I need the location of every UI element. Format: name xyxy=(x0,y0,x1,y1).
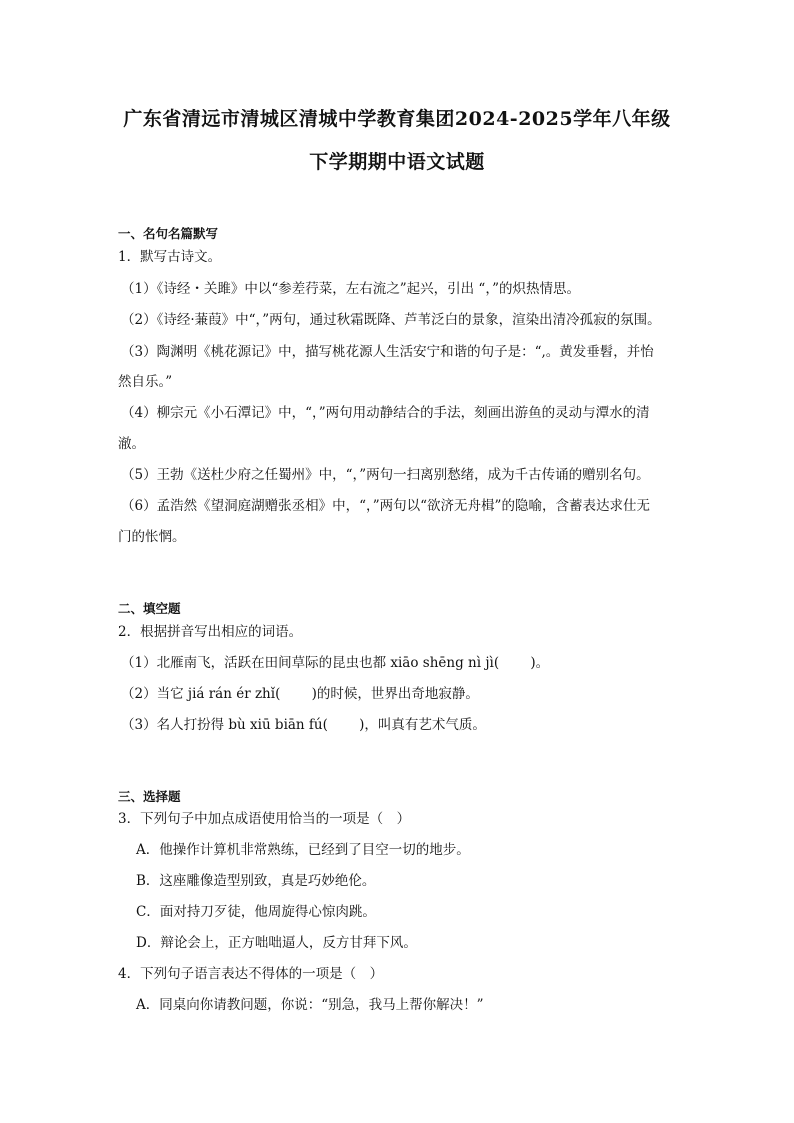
question-1-item-2: （2）《诗经·蒹葭》中“，”两句，通过秋霜既降、芦苇泛白的景象，渲染出清冷孤寂的氛围。 xyxy=(121,312,661,328)
question-3-option-d: D．辩论会上，正方咄咄逼人，反方甘拜下风。 xyxy=(136,935,417,951)
question-1-stem: 1．默写古诗文。 xyxy=(118,249,222,265)
question-4-option-a: A．同桌向你请教问题，你说：“别急，我马上帮你解决！” xyxy=(136,997,484,1013)
question-3-option-b: B．这座雕像造型别致，真是巧妙绝伦。 xyxy=(136,873,376,889)
question-2-item-1: （1）北雁南飞，活跃在田间草际的昆虫也都 xiāo shēng nì jì( )。 xyxy=(121,655,550,671)
question-2-item-2: （2）当它 jiá rán ér zhǐ( )的时候，世界出奇地寂静。 xyxy=(121,686,479,702)
question-2-stem: 2．根据拼音写出相应的词语。 xyxy=(118,624,303,640)
question-1-item-3: （3）陶渊明《桃花源记》中，描写桃花源人生活安宁和谐的句子是：“,。黄发垂髫，并怡 xyxy=(121,344,654,360)
question-1-item-4-cont: 澈。 xyxy=(118,436,145,452)
question-3-option-a: A．他操作计算机非常熟练，已经到了目空一切的地步。 xyxy=(136,842,470,858)
question-3-option-c: C．面对持刀歹徒，他周旋得心惊肉跳。 xyxy=(136,904,376,920)
section-heading-1: 一、名句名篇默写 xyxy=(118,226,219,241)
question-1-item-6-cont: 门的怅惘。 xyxy=(118,529,186,545)
question-1-item-5: （5）王勃《送杜少府之任蜀州》中，“，”两句一扫离别愁绪，成为千古传诵的赠别名句。 xyxy=(121,467,650,483)
section-heading-2: 二、填空题 xyxy=(118,601,181,616)
question-3-stem: 3．下列句子中加点成语使用恰当的一项是（ ） xyxy=(118,811,411,827)
question-1-item-1: （1）《诗经・关雎》中以“参差荇菜，左右流之”起兴，引出 “，”的炽热情思。 xyxy=(121,281,580,297)
question-1-item-4: （4）柳宗元《小石潭记》中，“，”两句用动静结合的手法，刻画出游鱼的灵动与潭水的清 xyxy=(121,405,650,421)
question-1-item-6: （6）孟浩然《望洞庭湖赠张丞相》中，“，”两句以“欲济无舟楫”的隐喻，含蓄表达求仕无 xyxy=(121,498,650,514)
question-1-item-3-cont: 然自乐。” xyxy=(118,374,173,390)
question-4-stem: 4．下列句子语言表达不得体的一项是（ ） xyxy=(118,966,384,982)
page-title-line2: 下学期期中语文试题 xyxy=(309,151,485,173)
page-title-line1: 广东省清远市清城区清城中学教育集团2024-2025学年八年级 xyxy=(123,108,671,130)
question-2-item-3: （3）名人打扮得 bù xiū biān fú( )，叫真有艺术气质。 xyxy=(121,717,486,733)
section-heading-3: 三、选择题 xyxy=(118,789,181,804)
